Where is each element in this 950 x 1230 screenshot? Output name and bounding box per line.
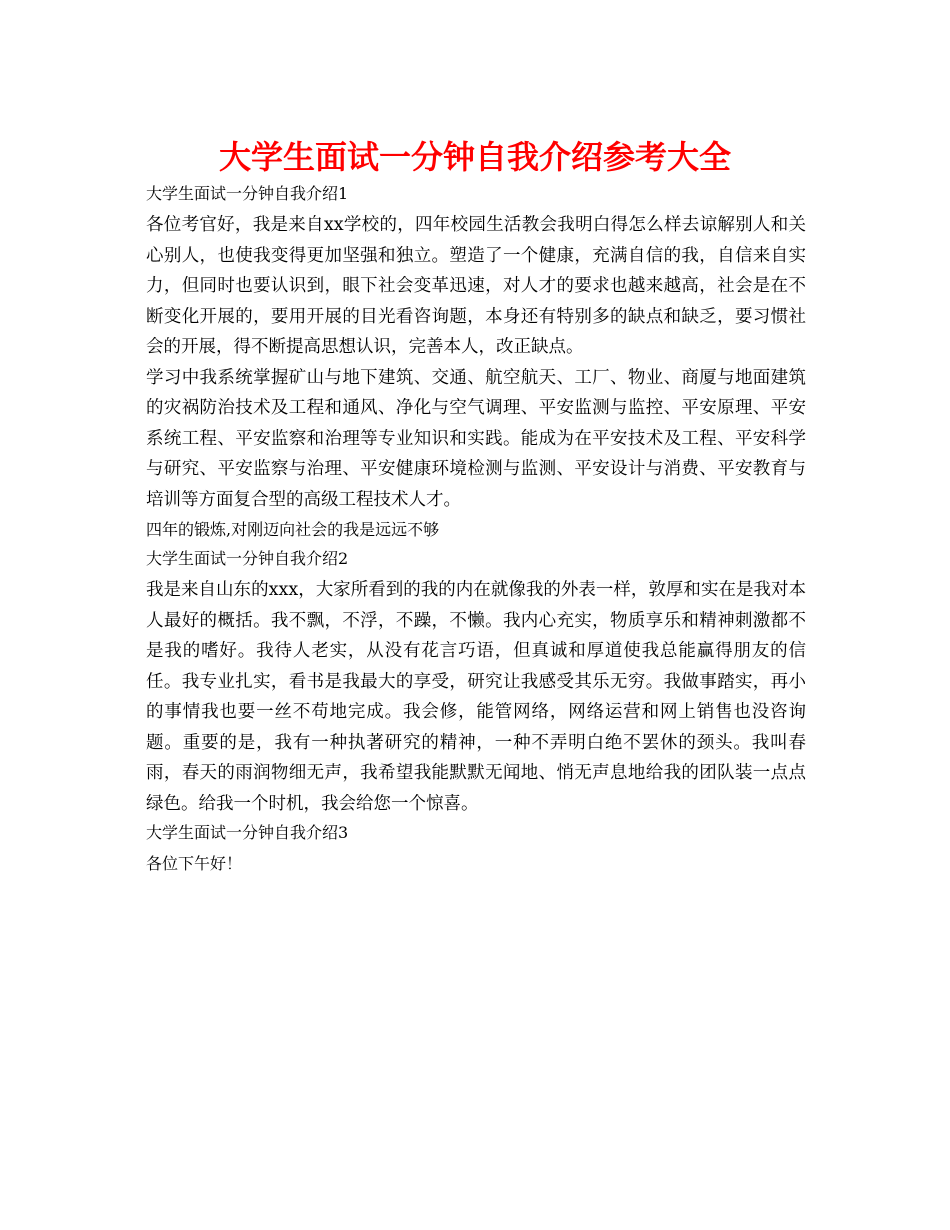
section-heading-1: 大学生面试一分钟自我介绍1 [146,184,349,203]
paragraph-1: 各位考官好，我是来自xx学校的，四年校园生活教会我明白得怎么样去谅解别人和关心别人，也使我变得更加坚强和独立。塑造了一个健康，充满自信的我，自信来自实力，但同时也要认识到，眼下社会变革迅速，对人才的要求也越来越高，社会是在不断变化开展的，要用开展的目光看咨询题，本身还有特别多的缺点和缺乏，要习惯社会的开展，得不断提高思想认识，完善本人，改正缺点。 [146,215,806,357]
paragraph-5: 各位下午好！ [146,854,243,873]
section-heading-2: 大学生面试一分钟自我介绍2 [146,549,349,568]
paragraph-3: 四年的锻炼,对刚迈向社会的我是远远不够 [146,520,440,539]
paragraph-2: 学习中我系统掌握矿山与地下建筑、交通、航空航天、工厂、物业、商厦与地面建筑的灾祸防治技术及工程和通风、净化与空气调理、平安监测与监控、平安原理、平安系统工程、平安监察和治理等专业知识和实践。能成为在平安技术及工程、平安科学与研究、平安监察与治理、平安健康环境检测与监测、平安设计与消费、平安教育与培训等方面复合型的高级工程技术人才。 [146,367,806,510]
section-heading-3: 大学生面试一分钟自我介绍3 [146,823,349,842]
document-title: 大学生面试一分钟自我介绍参考大全 [218,138,731,176]
paragraph-4: 我是来自山东的xxx，大家所看到的我的内在就像我的外表一样，敦厚和实在是我对本人最好的概括。我不飘，不浮，不躁，不懒。我内心充实，物质享乐和精神刺激都不是我的嗜好。我待人老实，从没有花言巧语，但真诚和厚道使我总能赢得朋友的信任。我专业扎实，看书是我最大的享受，研究让我感受其乐无穷。我做事踏实，再小的事情我也要一丝不苟地完成。我会修，能管网络，网络运营和网上销售也没咨询题。重要的是，我有一种执著研究的精神，一种不弄明白绝不罢休的颈头。我叫春雨，春天的雨润物细无声，我希望我能默默无闻地、悄无声息地给我的团队装一点点绿色。给我一个时机，我会给您一个惊喜。 [146,580,806,814]
document-body [146,180,806,879]
